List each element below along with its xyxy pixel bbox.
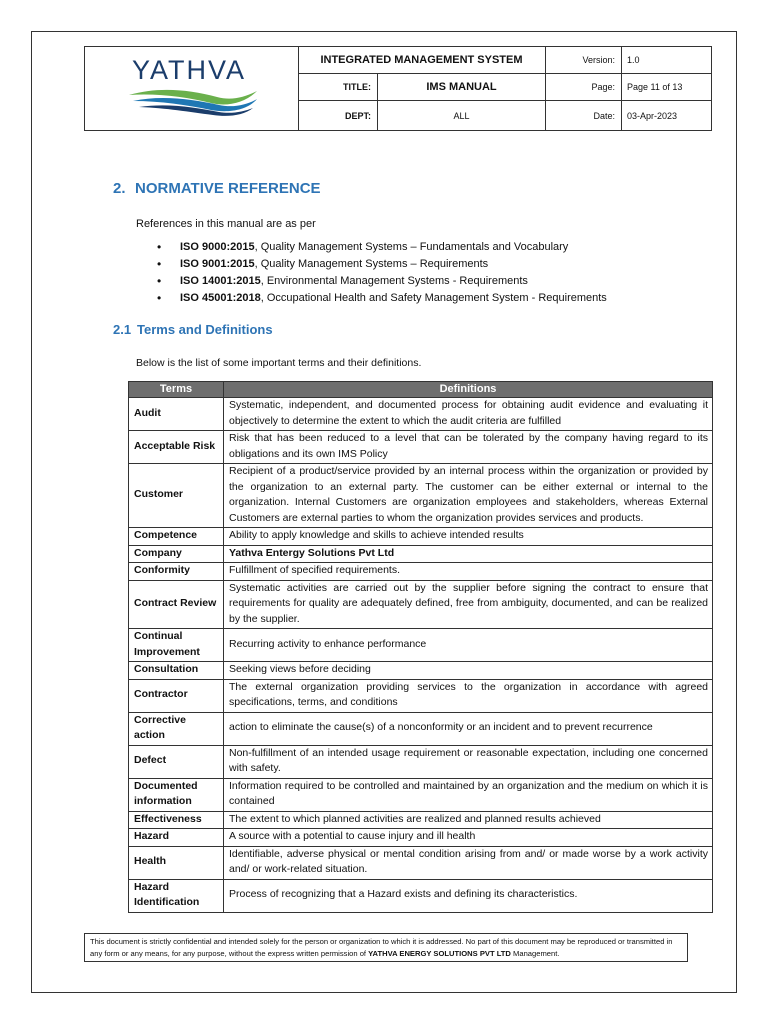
term-cell: Hazard: [129, 829, 224, 847]
reference-list: [157, 239, 607, 307]
system-name: INTEGRATED MANAGEMENT SYSTEM: [298, 47, 546, 73]
definition-cell: action to eliminate the cause(s) of a nonconformity or an incident and to prevent recurrence: [224, 712, 713, 745]
date-label: Date:: [546, 101, 622, 130]
logo: [85, 47, 299, 130]
definition-cell: Yathva Entergy Solutions Pvt Ltd: [224, 545, 713, 563]
term-cell: Consultation: [129, 662, 224, 680]
definition-cell: Systematic activities are carried out by the supplier before signing the contract to ensure that requirements for quality are adequately defined, free from ambiguity, documented, and can be realized by the supplier.: [224, 580, 713, 629]
table-row: [129, 879, 713, 912]
list-item: [157, 239, 607, 256]
list-item: [157, 256, 607, 273]
term-cell: Effectiveness: [129, 811, 224, 829]
term-cell: Acceptable Risk: [129, 431, 224, 464]
table-header-row: [129, 382, 713, 398]
reference-text: , Occupational Health and Safety Management System - Requirements: [260, 292, 607, 304]
list-item: [157, 290, 607, 307]
date-value: 03-Apr-2023: [627, 110, 678, 121]
term-cell: Conformity: [129, 563, 224, 581]
term-cell: Competence: [129, 528, 224, 546]
title-label: TITLE:: [298, 74, 378, 100]
header-row-dept: [298, 101, 711, 130]
definition-cell: Process of recognizing that a Hazard exists and defining its characteristics.: [224, 879, 713, 912]
definition-cell: Non-fulfillment of an intended usage requirement or reasonable expectation, including one concerned with safety.: [224, 745, 713, 778]
term-cell: Audit: [129, 398, 224, 431]
table-row: [129, 745, 713, 778]
table-row: [129, 398, 713, 431]
logo-waves-icon: [127, 85, 259, 117]
table-row: [129, 580, 713, 629]
term-cell: Company: [129, 545, 224, 563]
term-cell: Corrective action: [129, 712, 224, 745]
definition-cell: The external organization providing services to the organization in accordance with agreed specifications, terms, and conditions: [224, 679, 713, 712]
definition-cell: Seeking views before deciding: [224, 662, 713, 680]
table-row: [129, 829, 713, 847]
table-row: [129, 846, 713, 879]
definition-cell: Recipient of a product/service provided by an internal process within the organization or provided by the organization to an external party. The customer can be either external or internal to the organization. Internal Customers are organization employees and stakeholders, whereas External Customers are external parties to whom the organization provides services and products.: [224, 464, 713, 528]
definition-cell: Recurring activity to enhance performance: [224, 629, 713, 662]
reference-code: ISO 14001:2015: [180, 275, 261, 287]
definition-cell: Ability to apply knowledge and skills to achieve intended results: [224, 528, 713, 546]
table-row: [129, 545, 713, 563]
definition-cell: Fulfillment of specified requirements.: [224, 563, 713, 581]
terms-table: [128, 381, 713, 913]
term-cell: Defect: [129, 745, 224, 778]
definition-cell: Identifiable, adverse physical or mental condition arising from and/ or made worse by a work activity and/ or work-related situation.: [224, 846, 713, 879]
section-title: NORMATIVE REFERENCE: [135, 180, 321, 197]
definition-cell: The extent to which planned activities are realized and planned results achieved: [224, 811, 713, 829]
page-label: Page:: [546, 74, 622, 100]
list-item: [157, 273, 607, 290]
column-header-definitions: Definitions: [224, 382, 713, 398]
column-header-terms: Terms: [129, 382, 224, 398]
reference-text: , Environmental Management Systems - Requirements: [260, 275, 528, 287]
table-row: [129, 464, 713, 528]
confidentiality-notice: [84, 933, 688, 962]
dept-label: DEPT:: [298, 101, 378, 130]
table-row: [129, 679, 713, 712]
term-cell: Documented information: [129, 778, 224, 811]
footer-text-end: Management.: [510, 948, 560, 958]
version-label: Version:: [546, 47, 622, 73]
version-value: 1.0: [627, 55, 640, 65]
term-cell: Contract Review: [129, 580, 224, 629]
subsection-intro: Below is the list of some important terms and their definitions.: [136, 357, 422, 369]
subsection-heading: [113, 322, 273, 337]
definition-cell: Risk that has been reduced to a level that can be tolerated by the company having regard to its obligations and its own IMS Policy: [224, 431, 713, 464]
definition-cell: Systematic, independent, and documented process for obtaining audit evidence and evaluating it objectively to determine the extent to which the audit criteria are fulfilled: [224, 398, 713, 431]
table-row: [129, 811, 713, 829]
section-intro: References in this manual are as per: [136, 218, 316, 230]
footer-company: YATHVA ENERGY SOLUTIONS PVT LTD: [368, 948, 511, 958]
term-cell: Continual Improvement: [129, 629, 224, 662]
subsection-title: Terms and Definitions: [137, 322, 273, 337]
reference-code: ISO 9000:2015: [180, 241, 255, 253]
section-number: 2.: [113, 180, 126, 197]
definition-cell: Information required to be controlled and maintained by an organization and the medium on which it is contained: [224, 778, 713, 811]
table-row: [129, 528, 713, 546]
footer-text: This document is strictly confidential and intended solely for the person or organization to which it is addressed. No part of this document may be reproduced or transmitted in any form or any means, for any purpose, without the express written permission of: [90, 937, 673, 958]
section-heading: [113, 180, 321, 197]
table-row: [129, 431, 713, 464]
term-cell: Health: [129, 846, 224, 879]
logo-text: YATHVA: [132, 55, 247, 85]
page-value: Page 11 of 13: [627, 82, 683, 92]
dept-value: ALL: [378, 101, 546, 130]
header-row-system: [298, 47, 711, 74]
term-cell: Hazard Identification: [129, 879, 224, 912]
reference-code: ISO 45001:2018: [180, 292, 261, 304]
title-value: IMS MANUAL: [378, 74, 546, 100]
reference-text: , Quality Management Systems – Fundamentals and Vocabulary: [254, 241, 569, 253]
table-row: [129, 563, 713, 581]
reference-code: ISO 9001:2015: [180, 258, 255, 270]
document-header: [84, 46, 712, 131]
table-row: [129, 778, 713, 811]
table-row: [129, 712, 713, 745]
reference-text: , Quality Management Systems – Requirements: [254, 258, 489, 270]
definition-cell: A source with a potential to cause injury and ill health: [224, 829, 713, 847]
subsection-number: 2.1: [113, 322, 132, 337]
term-cell: Customer: [129, 464, 224, 528]
term-cell: Contractor: [129, 679, 224, 712]
table-row: [129, 629, 713, 662]
header-row-title: [298, 74, 711, 101]
table-row: [129, 662, 713, 680]
